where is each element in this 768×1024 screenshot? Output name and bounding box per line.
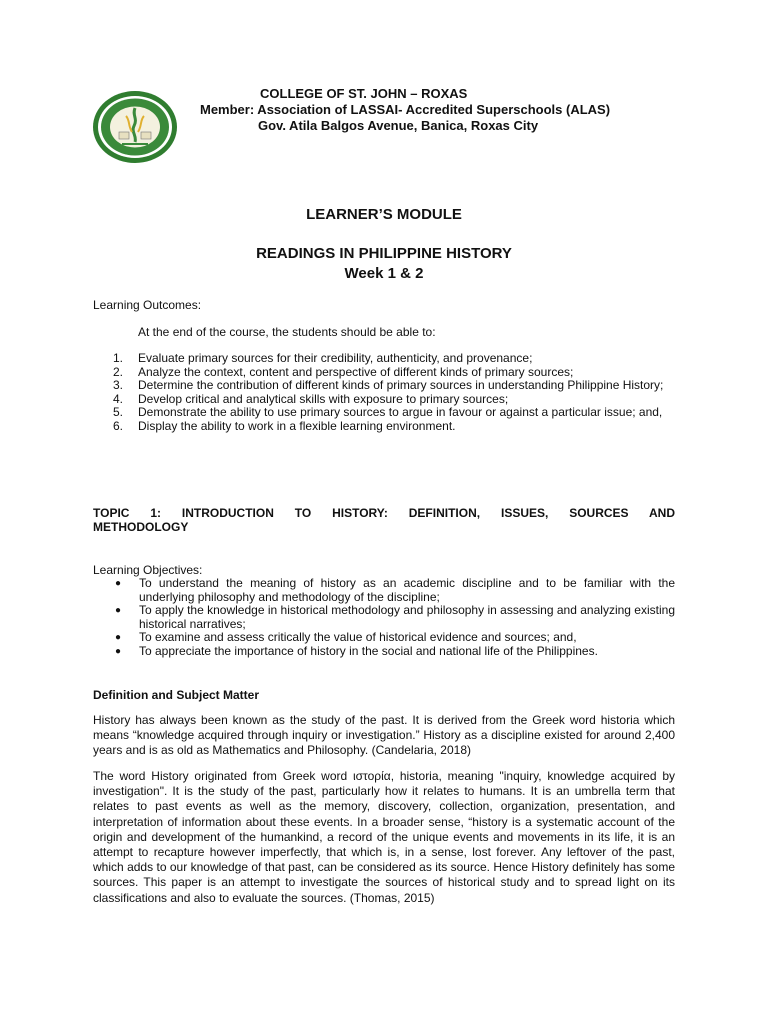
topic-heading — [93, 506, 675, 534]
topic-heading-line1: TOPIC 1: INTRODUCTION TO HISTORY: DEFINITION, ISSUES, SOURCES AND — [93, 506, 675, 520]
paragraph: History has always been known as the study of the past. It is derived from the Greek word historia which means “knowledge acquired through inquiry or investigation.” History as a discipline existed for around 2,400 years and is as old as Mathematics and Philosophy. (Candelaria, 2018) — [93, 713, 675, 758]
list-item-text: To appreciate the importance of history in the social and national life of the Philippines. — [139, 643, 598, 658]
college-name: COLLEGE OF ST. JOHN – ROXAS — [260, 86, 468, 101]
section-title: Definition and Subject Matter — [93, 688, 260, 702]
list-number: 5. — [113, 405, 124, 419]
list-item — [93, 379, 675, 393]
list-item-text: To apply the knowledge in historical methodology and philosophy in assessing and analyzing existing historical narratives; — [139, 603, 675, 631]
bullet-icon: ● — [115, 578, 122, 589]
learning-outcomes-list — [93, 352, 675, 433]
course-title: READINGS IN PHILIPPINE HISTORY — [256, 245, 512, 262]
list-item — [93, 631, 675, 645]
list-item — [93, 420, 675, 434]
list-item-text: Evaluate primary sources for their credibility, authenticity, and provenance; — [138, 351, 533, 365]
list-item — [93, 645, 675, 659]
college-address: Gov. Atila Balgos Avenue, Banica, Roxas City — [258, 118, 539, 133]
paragraph: The word History originated from Greek word ιστορία, historia, meaning "inquiry, knowledge acquired by investigation". It is the study of the past, particularly how it relates to humans. It is an umbrella term that relates to past events as well as the memory, discovery, collection, organization, presentation, and interpretation of information about these events. In a broader sense, “history is a systematic account of the origin and development of the humankind, a record of the unique events and movements in its life, it is an attempt to recapture however imperfectly, that which is, in a sense, lost forever. Any leftover of the past, which adds to our knowledge of that past, can be considered as its source. Hence History definitely has some sources. This paper is an attempt to investigate the sources of historical study and to spread light on its classifications and also to evaluate the sources. (Thomas, 2015) — [93, 769, 675, 905]
list-item-text: Determine the contribution of different kinds of primary sources in understanding Philippine History; — [138, 378, 664, 392]
learning-objectives-list — [93, 577, 675, 658]
list-item — [93, 366, 675, 380]
list-item — [93, 577, 675, 604]
college-membership: Member: Association of LASSAI- Accredited Superschools (ALAS) — [200, 102, 611, 117]
list-item — [93, 406, 675, 420]
week-title: Week 1 & 2 — [344, 265, 424, 282]
list-item — [93, 604, 675, 631]
list-item — [93, 393, 675, 407]
topic-heading-line2: METHODOLOGY — [93, 520, 189, 534]
learning-outcomes-intro: At the end of the course, the students should be able to: — [138, 325, 436, 339]
list-item-text: To understand the meaning of history as an academic discipline and to be familiar with the underlying philosophy and methodology of the discipline; — [139, 576, 675, 604]
list-item-text: Develop critical and analytical skills with exposure to primary sources; — [138, 391, 509, 406]
bullet-icon: ● — [115, 645, 122, 657]
list-item — [93, 352, 675, 366]
list-number: 4. — [113, 391, 124, 406]
list-item-text: To examine and assess critically the value of historical evidence and sources; and, — [139, 630, 577, 644]
bullet-icon: ● — [115, 605, 122, 616]
list-item-text: Demonstrate the ability to use primary sources to argue in favour or against a particular issue; and, — [138, 405, 663, 419]
bullet-icon: ● — [115, 632, 122, 643]
list-number: 2. — [113, 364, 124, 379]
learning-objectives-label: Learning Objectives: — [93, 563, 203, 577]
list-number: 3. — [113, 378, 124, 392]
module-title: LEARNER’S MODULE — [306, 206, 462, 223]
list-item-text: Display the ability to work in a flexible learning environment. — [138, 418, 456, 433]
list-number: 6. — [113, 418, 124, 433]
list-item-text: Analyze the context, content and perspective of different kinds of primary sources; — [138, 364, 574, 379]
list-number: 1. — [113, 351, 124, 365]
college-seal-icon — [92, 90, 178, 164]
learning-outcomes-label: Learning Outcomes: — [93, 298, 202, 312]
